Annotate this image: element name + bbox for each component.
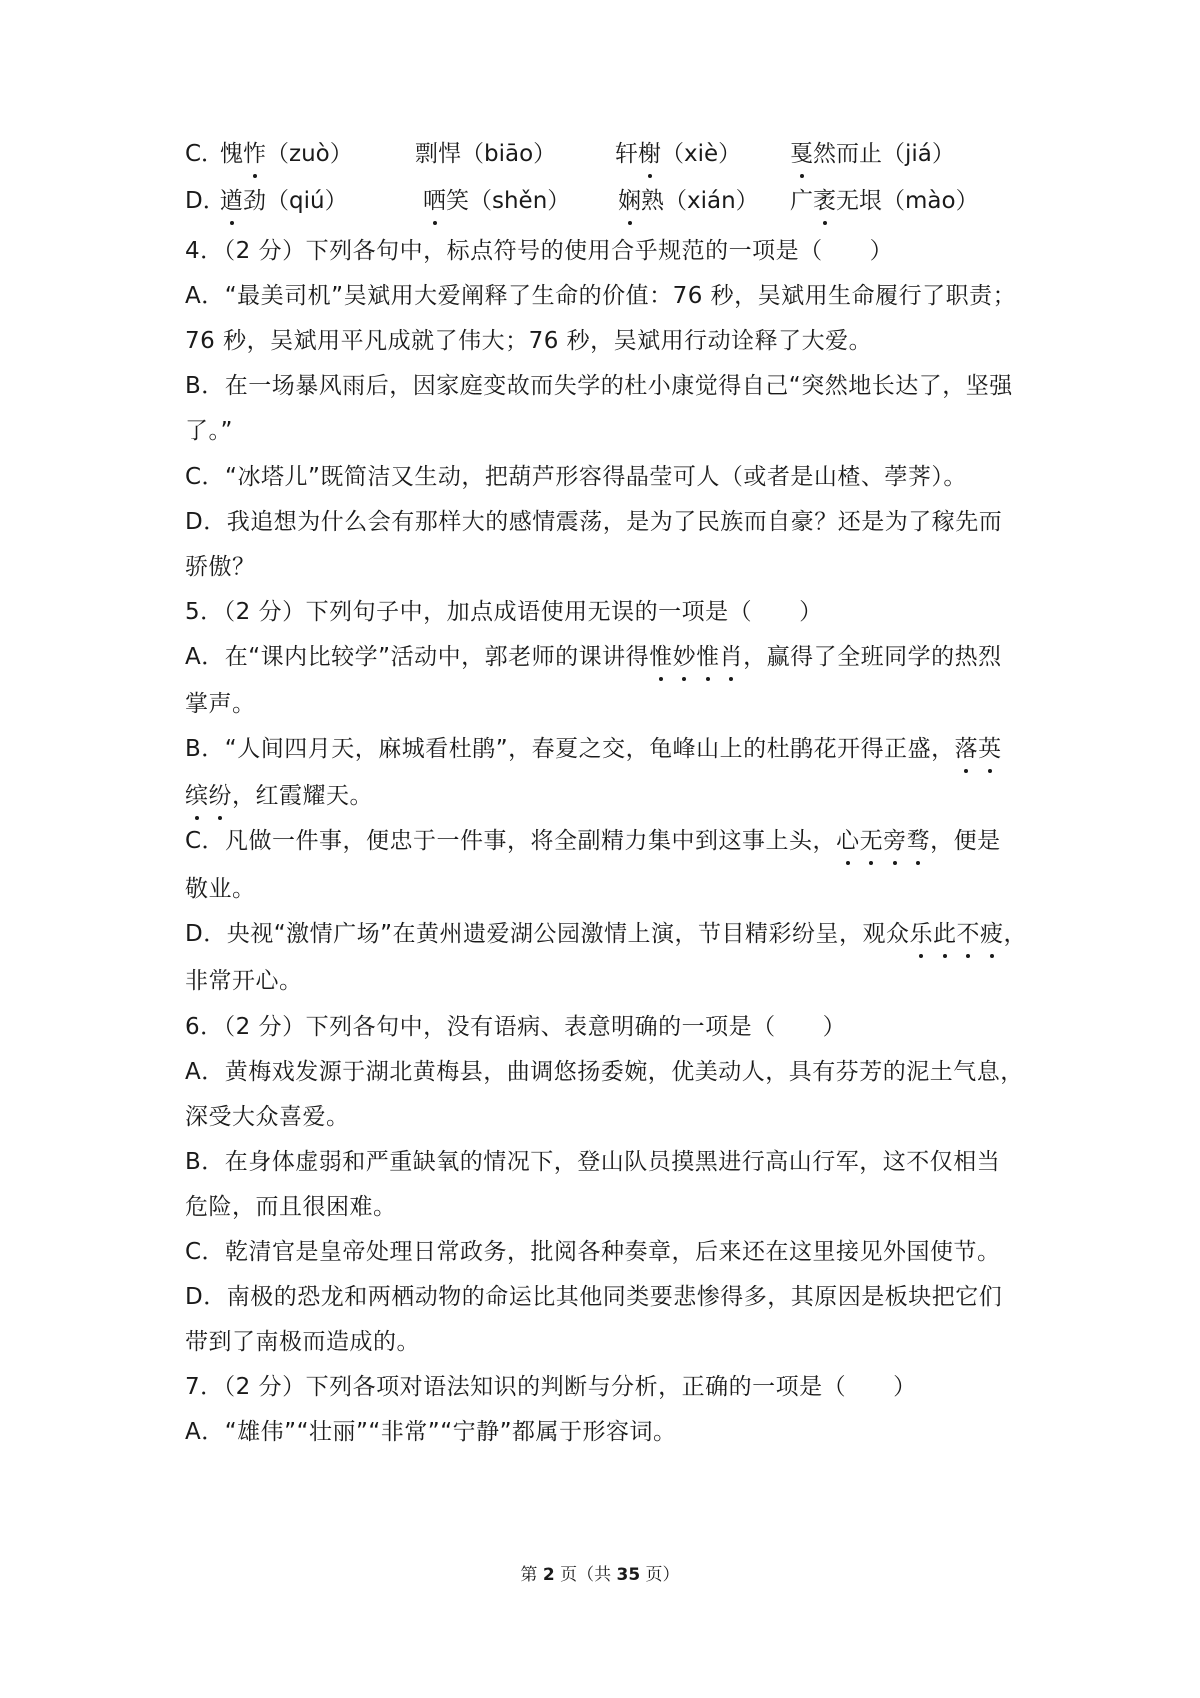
footer-text: 页（共 — [554, 1565, 617, 1585]
text-span: ，红霞耀天。 — [232, 783, 373, 809]
emphasis-char: 心 — [836, 822, 860, 855]
q6-option-a-line1: A．黄梅戏发源于湖北黄梅县，曲调悠扬委婉，优美动人，具有芬芳的泥土气息， — [185, 1059, 1024, 1085]
q5-option-c-line2: 敬业。 — [185, 876, 256, 902]
text-span: C．凡做一件事，便忠于一件事，将全副精力集中到这事上头， — [185, 828, 837, 854]
q4-stem: 4．（2 分）下列各句中，标点符号的使用合乎规范的一项是（ ） — [185, 238, 894, 264]
emphasized-idiom — [649, 644, 743, 670]
emphasis-char: 戛 — [790, 135, 813, 168]
option-d-item-4: 广袤无垠（mào） — [790, 182, 979, 215]
option-c-item-1: 愧怍（zuò） — [220, 135, 353, 168]
emphasis-char: 无 — [860, 822, 884, 855]
emphasis-char: 榭 — [638, 135, 661, 168]
q4-option-d-line1: D．我追想为什么会有那样大的感情震荡，是为了民族而自豪？还是为了稼先而 — [185, 509, 1003, 535]
emphasis-char: 袤 — [813, 182, 836, 215]
emphasis-char: 惟 — [696, 638, 720, 671]
emphasis-char: 娴 — [618, 182, 641, 215]
option-c-item-4: 戛然而止（jiá） — [790, 135, 955, 168]
emphasis-char: 妙 — [673, 638, 697, 671]
option-c-item-2: 剽悍（biāo） — [415, 141, 557, 167]
emphasis-char: 英 — [978, 730, 1002, 763]
emphasized-idiom — [185, 783, 232, 809]
q6-option-d-line1: D．南极的恐龙和两栖动物的命运比其他同类要悲惨得多，其原因是板块把它们 — [185, 1284, 1003, 1310]
emphasis-char: 惟 — [649, 638, 673, 671]
emphasis-char: 旁 — [883, 822, 907, 855]
option-d-item-1: 遒劲（qiú） — [220, 182, 348, 215]
total-page-count: 35 — [616, 1565, 641, 1585]
q7-stem: 7．（2 分）下列各项对语法知识的判断与分析，正确的一项是（ ） — [185, 1374, 917, 1400]
emphasis-char: 疲 — [980, 915, 1004, 948]
q6-option-d-line2: 带到了南极而造成的。 — [185, 1329, 420, 1355]
text-span: A．在“课内比较学”活动中，郭老师的课讲得 — [185, 644, 650, 670]
text-span: ，赢得了全班同学的热烈 — [743, 644, 1002, 670]
q6-option-c: C．乾清官是皇帝处理日常政务，批阅各种奏章，后来还在这里接见外国使节。 — [185, 1239, 1001, 1265]
text-span: ，便是 — [930, 828, 1001, 854]
footer-text: 页） — [640, 1565, 680, 1585]
emphasis-char: 落 — [955, 730, 979, 763]
emphasis-char: 遒 — [220, 182, 243, 215]
q4-option-b-line2: 了。” — [185, 418, 233, 444]
q6-option-a-line2: 深受大众喜爱。 — [185, 1104, 350, 1130]
emphasis-char: 肖 — [720, 638, 744, 671]
footer-text: 第 — [520, 1565, 543, 1585]
emphasis-char: 骛 — [907, 822, 931, 855]
text-span: D．央视“激情广场”在黄州遗爱湖公园激情上演，节目精彩纷呈，观众 — [185, 921, 910, 947]
q4-option-a-line1: A．“最美司机”吴斌用大爱阐释了生命的价值：76 秒，吴斌用生命履行了职责； — [185, 283, 1017, 309]
q4-option-b-line1: B．在一场暴风雨后，因家庭变故而失学的杜小康觉得自己“突然地长达了，坚强 — [185, 373, 1013, 399]
option-d-item-2: 哂笑（shěn） — [423, 182, 570, 215]
q6-option-b-line2: 危险，而且很困难。 — [185, 1194, 397, 1220]
q5-option-d-line2: 非常开心。 — [185, 968, 303, 994]
emphasized-idiom — [955, 736, 1002, 762]
option-c-label: C． — [185, 141, 225, 167]
text-span: ， — [1003, 921, 1028, 947]
q4-option-a-line2: 76 秒，吴斌用平凡成就了伟大；76 秒，吴斌用行动诠释了大爱。 — [185, 328, 873, 354]
current-page-number: 2 — [542, 1565, 555, 1585]
q5-option-d-line1 — [185, 915, 1027, 948]
emphasis-char: 乐 — [910, 915, 934, 948]
q5-option-b-line1 — [185, 730, 1002, 763]
emphasis-char: 哂 — [423, 182, 446, 215]
option-c-item-3: 轩榭（xiè） — [615, 135, 741, 168]
emphasis-char: 纷 — [209, 777, 233, 810]
q6-option-b-line1: B．在身体虚弱和严重缺氧的情况下，登山队员摸黑进行高山行军，这不仅相当 — [185, 1149, 1001, 1175]
q4-option-c: C．“冰塔儿”既简洁又生动，把葫芦形容得晶莹可人（或者是山楂、荸荠）。 — [185, 464, 967, 490]
q5-option-b-line2 — [185, 777, 373, 810]
q4-option-d-line2: 骄傲？ — [185, 554, 256, 580]
q5-option-a-line1 — [185, 638, 1002, 671]
emphasized-idiom — [836, 828, 930, 854]
option-d-item-3: 娴熟（xián） — [618, 182, 759, 215]
q5-stem: 5．（2 分）下列句子中，加点成语使用无误的一项是（ ） — [185, 599, 823, 625]
q6-stem: 6．（2 分）下列各句中，没有语病、表意明确的一项是（ ） — [185, 1014, 847, 1040]
emphasis-char: 怍 — [243, 135, 266, 168]
emphasis-char: 此 — [933, 915, 957, 948]
option-d-label: D． — [185, 188, 226, 214]
q5-option-a-line2: 掌声。 — [185, 691, 256, 717]
q7-option-a: A．“雄伟”“壮丽”“非常”“宁静”都属于形容词。 — [185, 1419, 677, 1445]
text-span: B．“人间四月天，麻城看杜鹃”，春夏之交，龟峰山上的杜鹃花开得正盛， — [185, 736, 955, 762]
emphasis-char: 不 — [957, 915, 981, 948]
q5-option-c-line1 — [185, 822, 1001, 855]
emphasized-idiom — [910, 921, 1004, 947]
page-footer — [0, 1560, 1200, 1585]
emphasis-char: 缤 — [185, 777, 209, 810]
